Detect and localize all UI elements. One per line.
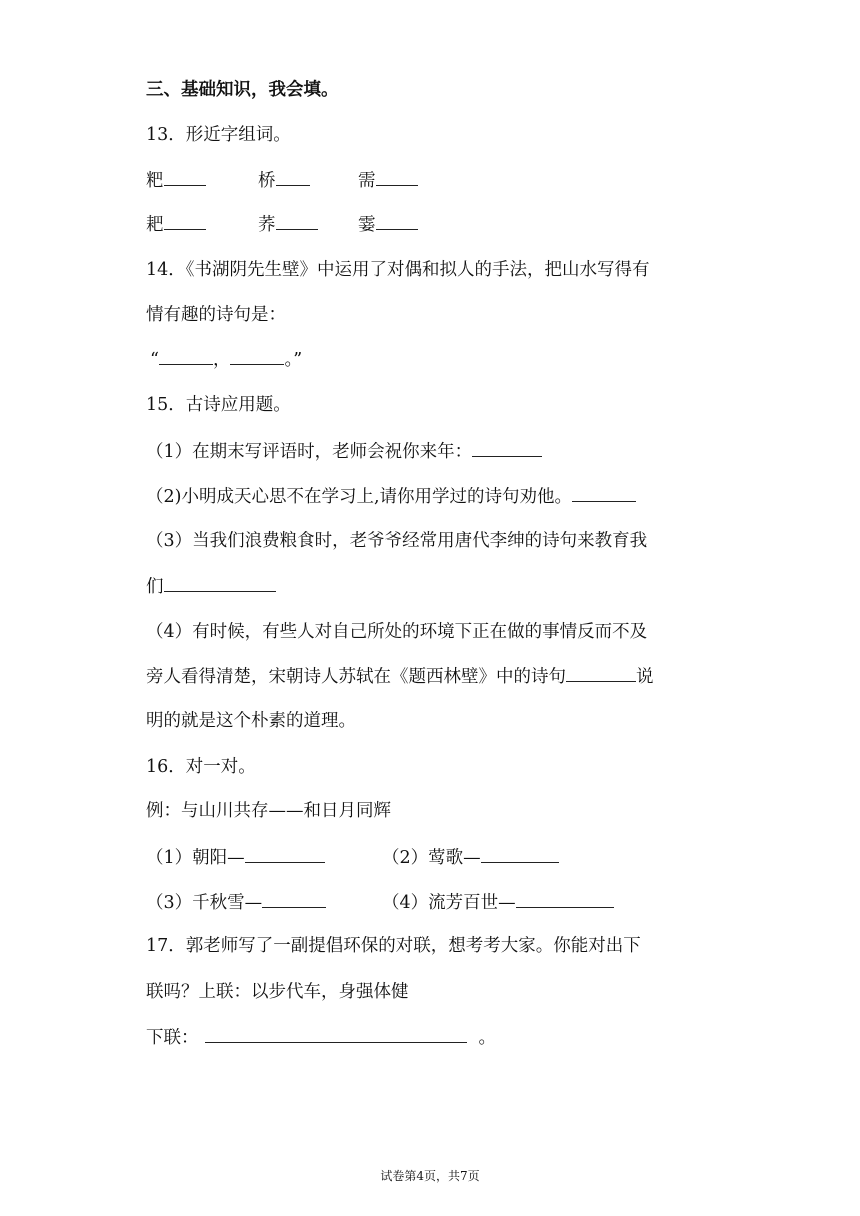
q15-part3-line2: 们	[146, 574, 276, 599]
answer-blank[interactable]	[376, 212, 418, 230]
answer-blank[interactable]	[230, 347, 284, 365]
q16-row1	[146, 845, 559, 870]
q15-part3-line1: （3）当我们浪费粮食时，老爷爷经常用唐代李绅的诗句来教育我	[146, 531, 648, 551]
answer-blank[interactable]	[516, 890, 614, 908]
q16-title: 16．对一对。	[146, 757, 256, 777]
q17-line2: 联吗？上联：以步代车，身强体健	[146, 982, 409, 1002]
answer-blank[interactable]	[245, 845, 325, 863]
answer-blank[interactable]	[566, 664, 636, 682]
answer-blank[interactable]	[164, 574, 276, 592]
q15-part4-line2: 旁人看得清楚，宋朝诗人苏轼在《题西林壁》中的诗句 说	[146, 664, 654, 689]
q13-title: 13．形近字组词。	[146, 125, 291, 145]
q15-part4-line1: （4）有时候，有些人对自己所处的环境下正在做的事情反而不及	[146, 622, 648, 642]
page-footer: 试卷第4页，共7页	[380, 1169, 480, 1183]
word-group-item: 需	[358, 168, 418, 193]
q16-row2	[146, 890, 614, 915]
couplet-item: （1）朝阳—	[146, 845, 382, 870]
q17-line1: 17．郭老师写了一副提倡环保的对联，想考考大家。你能对出下	[146, 936, 641, 956]
q15-part4-line3: 明的就是这个朴素的道理。	[146, 711, 356, 731]
answer-blank[interactable]	[159, 347, 213, 365]
answer-blank[interactable]	[276, 212, 318, 230]
couplet-item: （3）千秋雪—	[146, 890, 382, 915]
answer-blank[interactable]	[262, 890, 326, 908]
couplet-item: （2）莺歌—	[382, 845, 559, 870]
answer-blank[interactable]	[481, 845, 559, 863]
q14-answer-line: “ ， 。”	[150, 347, 302, 372]
answer-blank[interactable]	[376, 168, 418, 186]
word-group-item: 耙	[146, 212, 258, 237]
word-group-item: 荞	[258, 212, 358, 237]
answer-blank[interactable]	[472, 439, 542, 457]
q15-title: 15．古诗应用题。	[146, 395, 291, 415]
word-group-item: 桥	[258, 168, 358, 193]
answer-blank[interactable]	[164, 212, 206, 230]
q15-part1: （1）在期末写评语时，老师会祝你来年：	[146, 439, 542, 464]
answer-blank[interactable]	[205, 1025, 467, 1043]
q14-line2: 情有趣的诗句是：	[146, 305, 286, 325]
answer-blank[interactable]	[572, 484, 636, 502]
q14-line1: 14．《书湖阴先生壁》中运用了对偶和拟人的手法，把山水写得有	[146, 260, 650, 280]
couplet-item: （4）流芳百世—	[382, 890, 614, 915]
q17-line3: 下联： 。	[146, 1025, 496, 1050]
section-title: 三、基础知识，我会填。	[146, 80, 339, 100]
answer-blank[interactable]	[164, 168, 206, 186]
q15-part2: （2)小明成天心思不在学习上,请你用学过的诗句劝他。	[146, 484, 636, 509]
q13-row1	[146, 168, 418, 193]
word-group-item: 粑	[146, 168, 258, 193]
answer-blank[interactable]	[276, 168, 310, 186]
q13-row2	[146, 212, 418, 237]
word-group-item: 霎	[358, 212, 418, 237]
q16-example: 例：与山川共存——和日月同辉	[146, 801, 391, 821]
